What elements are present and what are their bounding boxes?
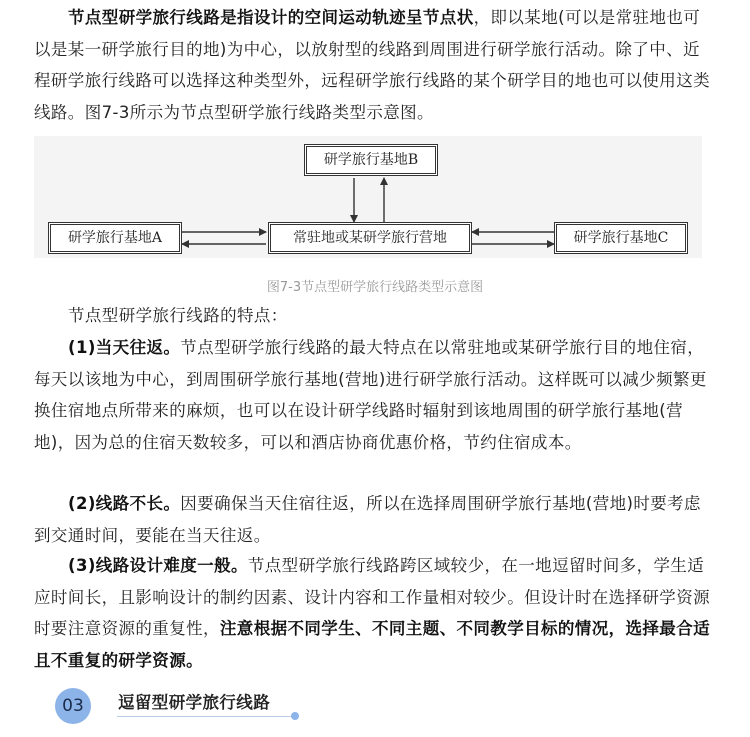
node-base-b: 研学旅行基地B	[304, 144, 438, 176]
section-title: 逗留型研学旅行线路	[118, 693, 271, 712]
figure-caption: 图7-3节点型研学旅行线路类型示意图	[266, 280, 484, 295]
route-diagram	[34, 136, 702, 258]
feature-2-text: 因要确保当天住宿往返，所以在选择周围研学旅行基地(营地)时要考虑到交通时间，要能在当天往返。	[34, 494, 701, 545]
intro-bold: 节点型研学旅行线路是指设计的空间运动轨迹呈节点状	[68, 8, 474, 27]
section-underline-dot	[291, 712, 299, 720]
feature-3-emphasis: 注意根据不同学生、不同主题、不同教学目标的情况，选择最合适且不重复的研学资源。	[34, 619, 711, 670]
feature-1-paragraph	[34, 332, 714, 458]
section-number-badge: 03	[55, 688, 91, 724]
feature-2-paragraph	[34, 488, 714, 551]
node-center-camp: 常驻地或某研学旅行营地	[268, 222, 472, 254]
feature-2-heading: (2)线路不长。	[68, 494, 181, 513]
intro-paragraph	[34, 2, 714, 128]
intro-text: ，即以某地(可以是常驻地也可以是某一研学旅行目的地)为中心，以放射型的线路到周围进行研学旅行活动。除了中、近程研学旅行线路可以选择这种类型外，远程研学旅行线路的某个研学目的地也可以使用这类线路。图7-3所示为节点型研学旅行线路类型示意图。	[34, 8, 710, 122]
section-underline	[117, 716, 293, 717]
feature-3-heading: (3)线路设计难度一般。	[68, 556, 248, 575]
feature-1-text: 节点型研学旅行线路的最大特点在以常驻地或某研学旅行目的地住宿，每天以该地为中心，到周围研学旅行基地(营地)进行研学旅行活动。这样既可以减少频繁更换住宿地点所带来的麻烦，也可以在设计研学线路时辐射到该地周围的研学旅行基地(营地)，因为总的住宿天数较多，可以和酒店协商优惠价格，节约住宿成本。	[34, 338, 707, 452]
feature-3-text: 节点型研学旅行线路跨区域较少，在一地逗留时间多，学生适应时间长，且影响设计的制约因素、设计内容和工作量相对较少。但设计时在选择研学资源时要注意资源的重复性，	[34, 556, 710, 638]
features-intro: 节点型研学旅行线路的特点：	[68, 306, 288, 325]
node-base-c: 研学旅行基地C	[554, 222, 688, 254]
feature-3-paragraph	[34, 550, 714, 676]
node-base-a: 研学旅行基地A	[48, 222, 182, 254]
feature-1-heading: (1)当天往返。	[68, 338, 181, 357]
